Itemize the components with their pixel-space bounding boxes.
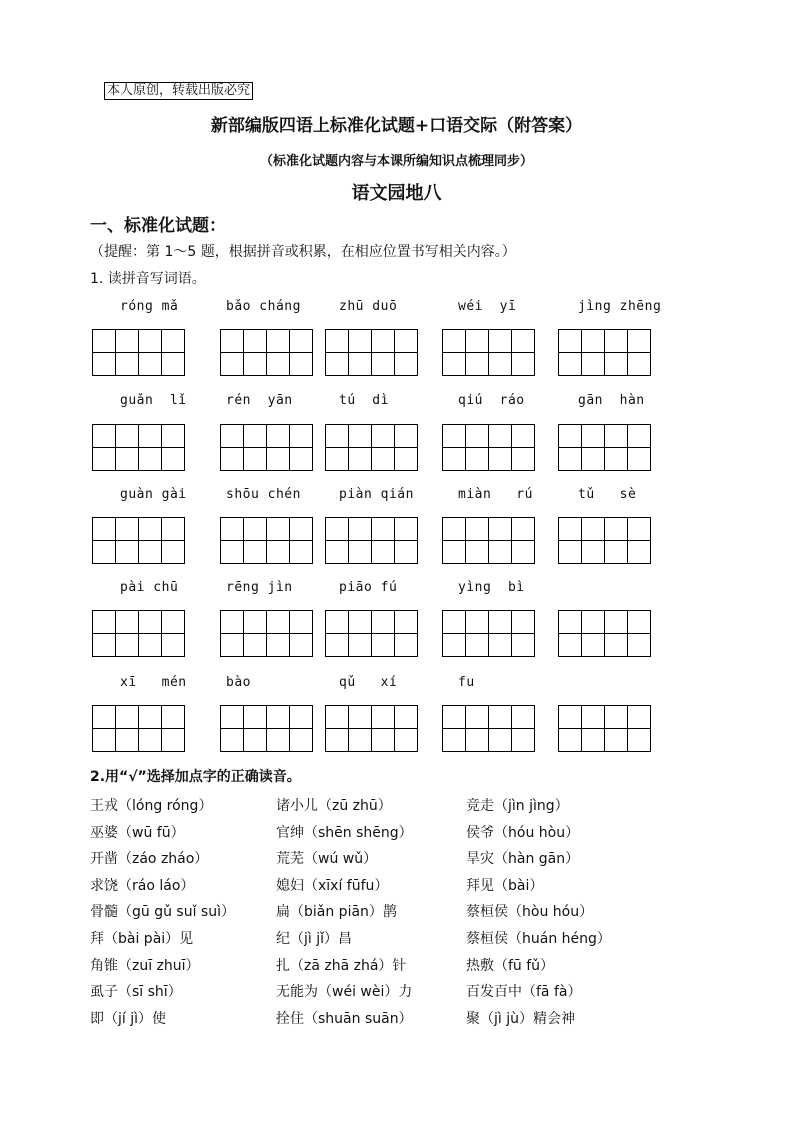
pronunciation-item: 荒芜（wú wǔ） <box>276 851 378 867</box>
writing-box-pair[interactable] <box>558 517 650 563</box>
page-subtitle: （标准化试题内容与本课所编知识点梳理同步） <box>259 154 533 169</box>
pronunciation-item: 媳妇（xīxí fūfu） <box>276 878 389 894</box>
writing-box-pair[interactable] <box>442 329 534 375</box>
tian-zi-ge-box[interactable] <box>558 610 605 657</box>
pinyin-label: guàn gài <box>120 487 187 502</box>
pinyin-label: pài chū <box>120 580 179 595</box>
tian-zi-ge-box[interactable] <box>266 517 313 564</box>
pinyin-label: bào <box>226 675 251 690</box>
tian-zi-ge-box[interactable] <box>325 517 372 564</box>
tian-zi-ge-box[interactable] <box>558 424 605 471</box>
pronunciation-item: 求饶（ráo láo） <box>90 878 195 894</box>
tian-zi-ge-box[interactable] <box>442 610 489 657</box>
pinyin-label: rēng jìn <box>226 580 293 595</box>
writing-box-pair[interactable] <box>558 610 650 656</box>
writing-box-pair[interactable] <box>325 329 417 375</box>
tian-zi-ge-box[interactable] <box>138 329 185 376</box>
copyright-stamp: 本人原创，转载出版必究 <box>104 82 253 100</box>
tian-zi-ge-box[interactable] <box>488 424 535 471</box>
pinyin-label: shōu chén <box>226 487 301 502</box>
pinyin-label: qǔ xí <box>339 675 398 690</box>
page-title: 新部编版四语上标准化试题+口语交际（附答案） <box>210 116 583 136</box>
tian-zi-ge-box[interactable] <box>325 705 372 752</box>
tian-zi-ge-box[interactable] <box>220 610 267 657</box>
tian-zi-ge-box[interactable] <box>138 705 185 752</box>
tian-zi-ge-box[interactable] <box>92 517 139 564</box>
writing-box-pair[interactable] <box>558 329 650 375</box>
writing-box-pair[interactable] <box>220 705 312 751</box>
pronunciation-item: 官绅（shēn shēng） <box>276 825 413 841</box>
pronunciation-item: 百发百中（fā fà） <box>466 984 582 1000</box>
pronunciation-item: 竞走（jìn jìng） <box>466 798 569 814</box>
writing-box-pair[interactable] <box>442 610 534 656</box>
pronunciation-item: 聚（jì jù）精会神 <box>466 1011 575 1027</box>
pinyin-label: zhū duō <box>339 299 398 314</box>
pinyin-label: guǎn lǐ <box>120 393 187 408</box>
pronunciation-item: 巫婆（wū fū） <box>90 825 185 841</box>
pronunciation-item: 热敷（fū fǔ） <box>466 958 555 974</box>
tian-zi-ge-box[interactable] <box>220 424 267 471</box>
writing-box-pair[interactable] <box>92 610 184 656</box>
tian-zi-ge-box[interactable] <box>266 424 313 471</box>
instruction-hint: （提醒：第 1～5 题，根据拼音或积累，在相应位置书写相关内容。） <box>90 244 516 260</box>
pinyin-label: miàn rú <box>458 487 533 502</box>
pronunciation-item: 即（jí jì）使 <box>90 1011 167 1027</box>
pronunciation-item: 扁（biǎn piān）鹊 <box>276 904 397 920</box>
tian-zi-ge-box[interactable] <box>220 329 267 376</box>
tian-zi-ge-box[interactable] <box>371 517 418 564</box>
tian-zi-ge-box[interactable] <box>220 517 267 564</box>
writing-box-pair[interactable] <box>220 329 312 375</box>
pronunciation-item: 拜见（bài） <box>466 878 544 894</box>
tian-zi-ge-box[interactable] <box>92 705 139 752</box>
pronunciation-item: 角锥（zuī zhuī） <box>90 958 200 974</box>
writing-box-pair[interactable] <box>325 424 417 470</box>
tian-zi-ge-box[interactable] <box>442 424 489 471</box>
tian-zi-ge-box[interactable] <box>604 517 651 564</box>
writing-box-pair[interactable] <box>92 329 184 375</box>
tian-zi-ge-box[interactable] <box>488 705 535 752</box>
writing-box-pair[interactable] <box>442 424 534 470</box>
writing-box-pair[interactable] <box>325 517 417 563</box>
pinyin-label: tǔ sè <box>578 487 637 502</box>
pinyin-label: bǎo cháng <box>226 299 301 314</box>
tian-zi-ge-box[interactable] <box>138 424 185 471</box>
tian-zi-ge-box[interactable] <box>266 705 313 752</box>
tian-zi-ge-box[interactable] <box>220 705 267 752</box>
pinyin-label: qiú ráo <box>458 393 525 408</box>
writing-box-pair[interactable] <box>442 517 534 563</box>
tian-zi-ge-box[interactable] <box>488 517 535 564</box>
tian-zi-ge-box[interactable] <box>325 329 372 376</box>
pronunciation-item: 王戎（lóng róng） <box>90 798 213 814</box>
pronunciation-item: 无能为（wéi wèi）力 <box>276 984 413 1000</box>
tian-zi-ge-box[interactable] <box>325 424 372 471</box>
question-2-heading: 2.用“√”选择加点字的正确读音。 <box>90 769 301 785</box>
tian-zi-ge-box[interactable] <box>138 517 185 564</box>
pinyin-label: wéi yī <box>458 299 517 314</box>
pinyin-label: xī mén <box>120 675 187 690</box>
pronunciation-item: 虱子（sī shī） <box>90 984 182 1000</box>
tian-zi-ge-box[interactable] <box>604 424 651 471</box>
writing-box-pair[interactable] <box>442 705 534 751</box>
pinyin-label: gān hàn <box>578 393 645 408</box>
writing-box-pair[interactable] <box>558 424 650 470</box>
pronunciation-item: 拴住（shuān suān） <box>276 1011 413 1027</box>
tian-zi-ge-box[interactable] <box>266 329 313 376</box>
tian-zi-ge-box[interactable] <box>92 329 139 376</box>
writing-box-pair[interactable] <box>325 705 417 751</box>
tian-zi-ge-box[interactable] <box>266 610 313 657</box>
tian-zi-ge-box[interactable] <box>558 329 605 376</box>
tian-zi-ge-box[interactable] <box>604 705 651 752</box>
tian-zi-ge-box[interactable] <box>604 329 651 376</box>
pronunciation-item: 开凿（záo zháo） <box>90 851 209 867</box>
pinyin-label: róng mǎ <box>120 299 179 314</box>
tian-zi-ge-box[interactable] <box>371 329 418 376</box>
pinyin-label: tú dì <box>339 393 389 408</box>
pronunciation-item: 旱灾（hàn gān） <box>466 851 580 867</box>
tian-zi-ge-box[interactable] <box>442 705 489 752</box>
writing-box-pair[interactable] <box>92 705 184 751</box>
pronunciation-item: 蔡桓侯（hòu hóu） <box>466 904 594 920</box>
pronunciation-item: 蔡桓侯（huán héng） <box>466 931 611 947</box>
tian-zi-ge-box[interactable] <box>92 424 139 471</box>
pronunciation-item: 侯爷（hóu hòu） <box>466 825 580 841</box>
tian-zi-ge-box[interactable] <box>488 329 535 376</box>
pinyin-label: piāo fú <box>339 580 398 595</box>
pronunciation-item: 拜（bài pài）见 <box>90 931 194 947</box>
pinyin-label: rén yān <box>226 393 293 408</box>
tian-zi-ge-box[interactable] <box>371 610 418 657</box>
section-heading: 一、标准化试题： <box>90 216 226 236</box>
writing-box-pair[interactable] <box>220 517 312 563</box>
tian-zi-ge-box[interactable] <box>371 705 418 752</box>
tian-zi-ge-box[interactable] <box>442 517 489 564</box>
writing-box-pair[interactable] <box>220 424 312 470</box>
writing-box-pair[interactable] <box>92 424 184 470</box>
tian-zi-ge-box[interactable] <box>558 705 605 752</box>
pronunciation-item: 诸小儿（zū zhū） <box>276 798 392 814</box>
writing-box-pair[interactable] <box>220 610 312 656</box>
pinyin-label: yìng bì <box>458 580 525 595</box>
pinyin-label: piàn qián <box>339 487 414 502</box>
question-1-heading: 1. 读拼音写词语。 <box>90 271 206 287</box>
tian-zi-ge-box[interactable] <box>325 610 372 657</box>
tian-zi-ge-box[interactable] <box>92 610 139 657</box>
writing-box-pair[interactable] <box>558 705 650 751</box>
pronunciation-item: 扎（zā zhā zhá）针 <box>276 958 407 974</box>
tian-zi-ge-box[interactable] <box>371 424 418 471</box>
pronunciation-item: 纪（jì jǐ）昌 <box>276 931 353 947</box>
writing-box-pair[interactable] <box>325 610 417 656</box>
tian-zi-ge-box[interactable] <box>138 610 185 657</box>
tian-zi-ge-box[interactable] <box>442 329 489 376</box>
tian-zi-ge-box[interactable] <box>558 517 605 564</box>
lesson-title: 语文园地八 <box>351 183 442 204</box>
pinyin-label: jìng zhēng <box>578 299 662 314</box>
writing-box-pair[interactable] <box>92 517 184 563</box>
pronunciation-item: 骨髓（gū gǔ suǐ suì） <box>90 904 235 920</box>
pinyin-label: fu <box>458 675 475 690</box>
tian-zi-ge-box[interactable] <box>604 610 651 657</box>
tian-zi-ge-box[interactable] <box>488 610 535 657</box>
